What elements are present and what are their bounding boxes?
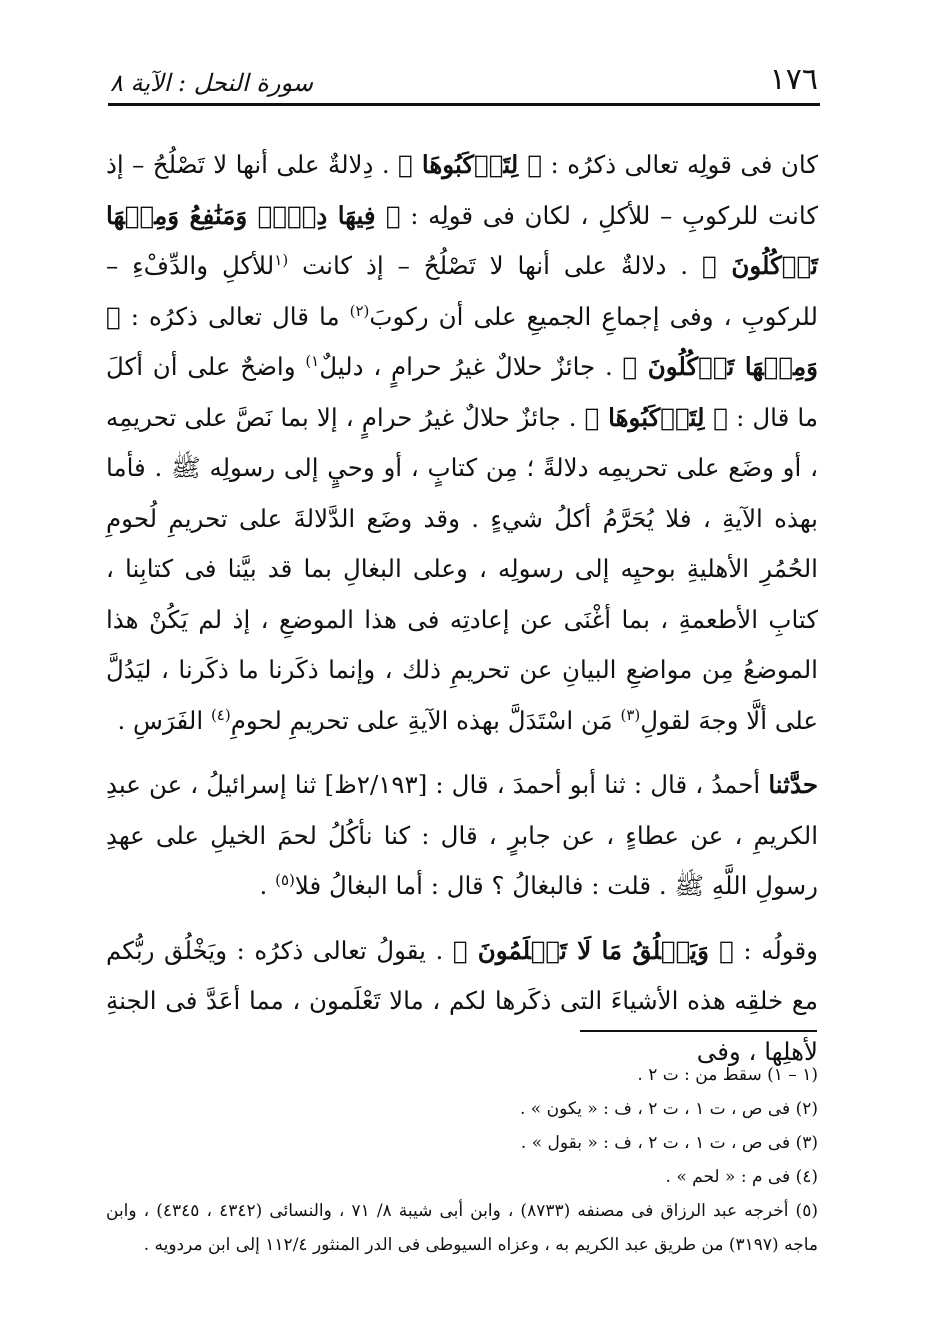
- hadith-opening: حدَّثنا: [768, 770, 819, 799]
- text-run: . جائزٌ حلالٌ غيرُ حرامٍ ، دليلٌ: [319, 352, 623, 381]
- text-run: .: [259, 871, 276, 900]
- quran-quote: ﴿ وَمِنۡهَا تَأۡكُلُونَ ﴾: [106, 301, 819, 381]
- footnote-marker: ١): [305, 351, 320, 370]
- paragraph-2: [106, 760, 818, 912]
- quran-quote: ﴿ فِيهَا دِفۡءٞ وَمَنَٰفِعُ وَمِنۡهَا تَأۡكُلُونَ ﴾: [106, 200, 818, 280]
- main-text: [106, 140, 818, 1077]
- text-run: الفَرَسِ .: [117, 705, 211, 735]
- footnote-marker: (٥): [275, 870, 295, 889]
- text-run: كان فى قولِه تعالى ذكرُه :: [542, 150, 818, 179]
- paragraph-gap: [106, 912, 818, 926]
- text-run: . دلالةٌ على أنها لا تَصْلُحُ – إذ كانت: [288, 251, 702, 280]
- footnote-marker: (٣): [620, 705, 641, 724]
- text-run: ما قال تعالى ذكرُه :: [120, 301, 350, 331]
- paragraph-3: [106, 926, 818, 1078]
- paragraph-gap: [106, 746, 818, 760]
- text-run: . جائزٌ حلالٌ غيرُ حرامٍ ، إلا بما نَصَّ على تحريمِه ، أو وضَع على تحريمِه دلالةً ؛ مِن كتابٍ ، أو وحيٍ إلى رسولِه ﷺ . فأما بهذه الآيةِ ، فلا يُحَرَّمُ أكلُ شيءٍ . وقد وضَع الدَّلالةَ على تحريمِ لُحومِ الحُمُرِ الأهليةِ بوحيِه إلى رسولِه ، وعلى البغالِ بما قد بيَّنا فى كتابِنا ، كتابِ الأطعمةِ ، بما أغْنَى عن إعادتِه فى هذا الموضعِ ، إذ لم يَكُنْ هذا الموضعُ مِن مواضعِ البيانِ عن تحريمِ ذلك ، وإنما ذكَرنا ما ذكَرنا ، ليَدُلَّ على ألَّا وجهَ لقولِ: [106, 402, 818, 735]
- paragraph-1: [106, 140, 818, 746]
- text-run: واضحٌ على أن أكلَ ما قال :: [106, 352, 818, 432]
- text-run: وقولُه :: [733, 935, 819, 965]
- footnote: (١ – ١) سقط من : ت ٢ .: [637, 1065, 818, 1085]
- footnote: (٢) فى ص ، ت ١ ، ت ٢ ، ف : « يكون » .: [519, 1099, 818, 1119]
- footnote: (٤) فى م : « لحم » .: [665, 1167, 818, 1187]
- footnote: (٣) فى ص ، ت ١ ، ت ٢ ، ف : « بقول » .: [520, 1133, 818, 1153]
- footnote-marker: (٢): [349, 301, 370, 320]
- running-title: سورة النحل : الآية ٨: [110, 69, 313, 97]
- footnote-separator: [580, 1030, 817, 1032]
- footnote: (٥) أخرجه عبد الرزاق فى مصنفه (٨٧٣٣) ، وابن أبى شيبة ٨/ ٧١ ، والنسائى (٤٣٤٢ ، ٤٣٤٥) ، وابن ماجه (٣١٩٧) من طريق عبد الكريم به ، وعزاه السيوطى فى الدر المنثور ١١٢/٤ إلى ابن مردويه .: [106, 1201, 818, 1255]
- text-run: للأكلِ والدِّفْءِ – للركوبِ ، وفى إجماعِ الجميعِ على أن ركوبَ: [106, 251, 818, 331]
- quran-quote: ﴿ لِتَرۡكَبُوهَا ﴾: [398, 150, 543, 179]
- page-header: [110, 55, 818, 97]
- text-run: أحمدُ ، قال : ثنا أبو أحمدَ ، قال : [٢/١٩٣ظ] ثنا إسرائيلُ ، عن عبدِ الكريمِ ، عن عطاءٍ ، عن جابرٍ ، قال : كنا نأكُلُ لحمَ الخيلِ على عهدِ رسولِ اللَّهِ ﷺ . قلت : فالبغالُ ؟ قال : أما البغالُ فلا: [106, 770, 818, 900]
- page-number: ١٧٦: [769, 62, 818, 97]
- header-rule: [108, 103, 820, 106]
- footnote-marker: (٤): [210, 705, 231, 724]
- text-run: مَن اسْتَدَلَّ بهذه الآيةِ على تحريمِ لحومِ: [230, 705, 621, 735]
- quran-quote: ﴿ لِتَرۡكَبُوهَا ﴾: [584, 402, 729, 432]
- text-run: . يقولُ تعالى ذكرُه : ويَخْلُق ربُّكم مع خلقِه هذه الأشياءَ التى ذكَرها لكم ، مالا تَعْلَمون ، مما أعَدَّ فى الجنةِ لأهلِها ، وفى: [106, 935, 818, 1066]
- quran-quote: ﴿ وَيَخۡلُقُ مَا لَا تَعۡلَمُونَ ﴾: [452, 935, 734, 965]
- text-run: . دِلالةٌ على أنها لا تَصْلُحُ – إذ كانت للركوبِ – للأكلِ ، لكان فى قولِه :: [106, 150, 818, 230]
- footnote-marker: (١: [274, 250, 289, 269]
- footnotes: [106, 1058, 818, 1262]
